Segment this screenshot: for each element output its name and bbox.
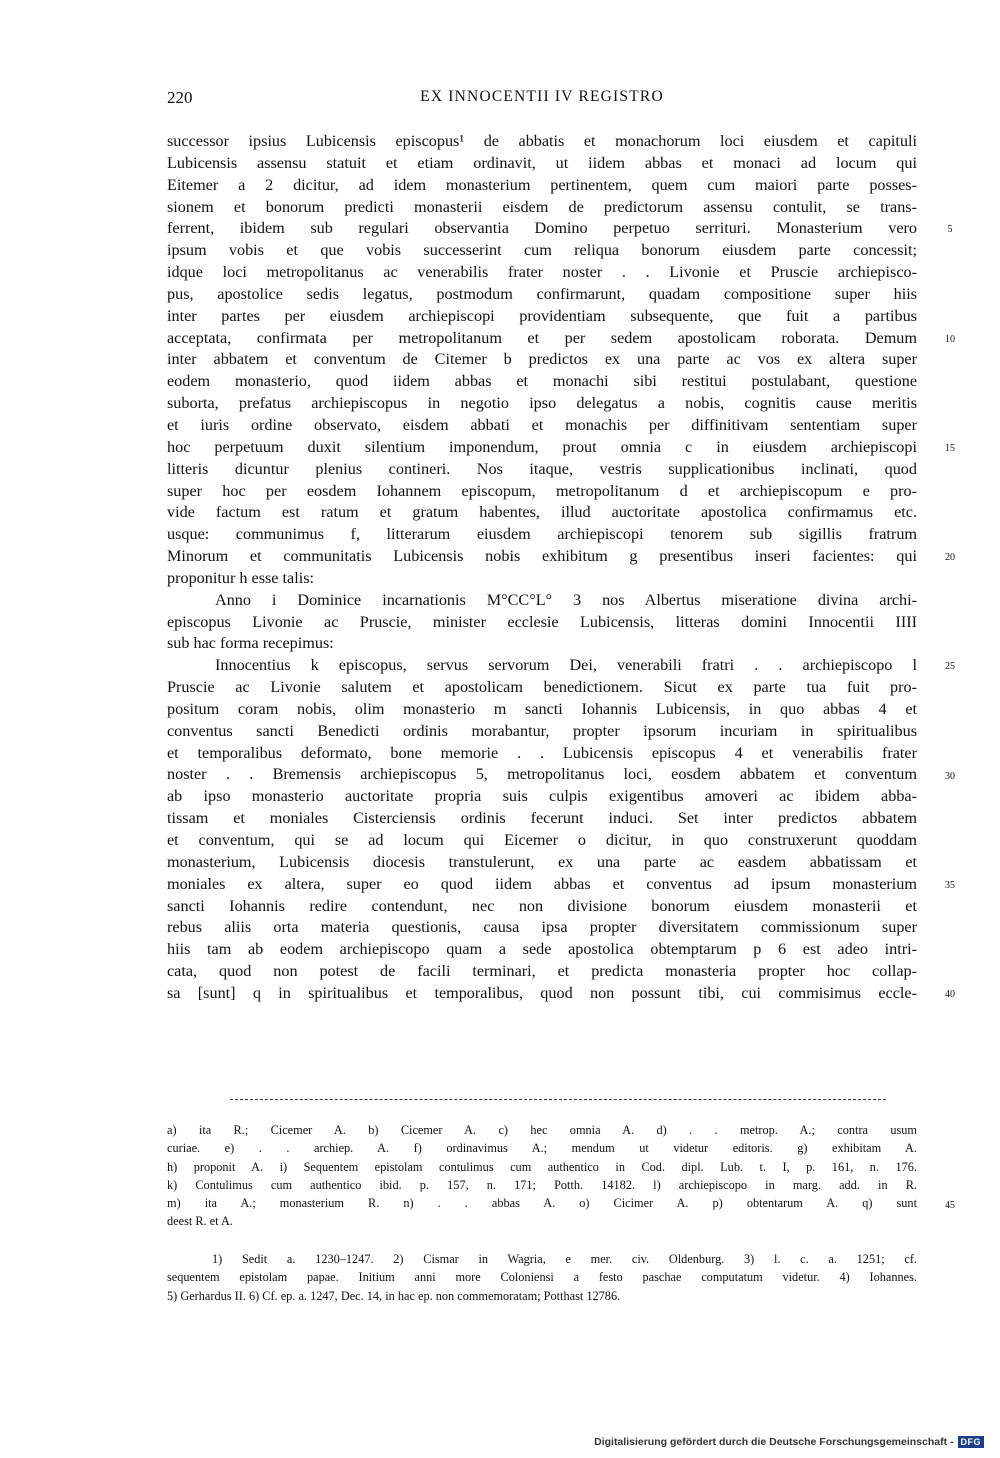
text-line: Prusсie ac Livonie salutem et apostolicam benedictionem. Sicut ex parte tua fuit pro- <box>167 678 917 697</box>
text-line: successor ipsius Lubicensis episcopus¹ de abbatis et monachorum loci eiusdem et capituli <box>167 132 917 150</box>
text-line: noster . . Bremensis archiepiscopus 5, metropolitanus loci, eosdem abbatem et conventum <box>167 765 917 784</box>
margin-line-number: 5 <box>947 224 953 236</box>
margin-line-number: 25 <box>945 661 955 673</box>
digitization-credit <box>594 1436 984 1448</box>
apparatus-separator <box>230 1099 886 1100</box>
text-line: positum coram nobis, olim monasterio m sancti Iohannis Lubicensis, in quo abbas 4 et <box>167 699 917 718</box>
text-line: inter partes per eiusdem archiepiscopi providentiam subsequente, que fuit a partibus <box>167 306 917 325</box>
text-line: episcopus Livonie ac Prusсie, minister ecclesie Lubicensis, litteras domini Innocentii IIII <box>167 612 917 631</box>
text-line: monasterium, Lubicensis diocesis transtulerunt, ex una parte ac easdem abbatissam et <box>167 852 917 871</box>
footnotes <box>167 1250 917 1305</box>
text-line: Innocentius k episcopus, servus servorum Dei, venerabili fratri . . archiepiscopo l <box>215 656 917 675</box>
apparatus-line: deest R. et A. <box>167 1214 233 1229</box>
text-line: proponitur h esse talis: <box>167 568 315 587</box>
text-line: cata, quod non potest de facili terminari, et predicta monasteria propter hoc collap- <box>167 962 917 981</box>
text-line: hiis tam ab eodem archiepiscopo quam a sede apostolica obtemptarum p 6 est adeo intri- <box>167 940 917 959</box>
text-line: super hoc per eosdem Iohannem episcopum, metropolitanum d et archiepiscopum e pro- <box>167 481 917 500</box>
text-line: litteris dicuntur plenius contineri. Nos itaque, vestris supplicationibus inclinati, quod <box>167 459 917 478</box>
text-line: inter abbatem et conventum de Citemer b predictos ex una parte ac vos ex altera super <box>167 350 917 369</box>
apparatus-line: m) ita A.; monasterium R. n) . . abbas A. o) Cicimer A. p) obtentarum A. q) sunt <box>167 1196 917 1211</box>
text-line: sub hac forma recepimus: <box>167 634 334 653</box>
text-line: Anno i Dominice incarnationis M°CC°L° 3 nos Albertus miseratione divina archi- <box>215 590 917 609</box>
text-line: moniales ex altera, super eo quod iidem abbas et conventus ad ipsum monasterium <box>167 874 917 893</box>
text-line: sa [sunt] q in spiritualibus et temporalibus, quod non possunt tibi, cui commisimus eccle- <box>167 983 917 1002</box>
margin-line-number: 10 <box>945 333 955 345</box>
text-line: acceptata, confirmata per metropolitanum et per sedem apostolicam roborata. Demum <box>167 328 917 347</box>
text-line: ferrent, ibidem sub regulari observantia Domino perpetuo serrituri. Monasterium vero <box>167 219 917 238</box>
apparatus-line: h) proponit A. i) Sequentem epistolam contulimus cum authentico in Cod. dipl. Lub. t. I, p. 161, n. 176. <box>167 1159 917 1174</box>
text-line: et conventum, qui se ad locum qui Eicemer o dicitur, in quo construxerunt quoddam <box>167 831 917 849</box>
footnote-line: 5) Gerhardus II. 6) Cf. ep. a. 1247, Dec. 14, in hac ep. non commemoratam; Potthast 12786. <box>167 1288 621 1303</box>
margin-line-number: 45 <box>945 1200 955 1211</box>
margin-line-number: 30 <box>945 770 955 782</box>
text-line: hoc perpetuum duxit silentium imponendum, prout omnia c in eiusdem archiepiscopi <box>167 437 917 456</box>
text-line: conventus sancti Benedicti ordinis morabantur, propter ipsorum incuriam in spiritualibus <box>167 721 917 740</box>
text-line: sancti Iohannis redire contendunt, nec non divisione bonorum eiusdem monasterii et <box>167 896 917 915</box>
text-line: rebus aliis orta materia questionis, causa ipsa propter diversitatem commissionum super <box>167 918 917 937</box>
text-line: et iuris ordine observato, eisdem abbati et monachis per diffinitivam sententiam super <box>167 415 917 434</box>
apparatus-line: a) ita R.; Cicemer A. b) Cicemer A. c) hec omnia A. d) . . metrop. A.; contra usum <box>167 1123 917 1137</box>
page-number: 220 <box>167 88 193 107</box>
body-text <box>167 131 917 1005</box>
text-line: et temporalibus deformato, bone memorie . . Lubicensis episcopus 4 et venerabilis frater <box>167 743 917 762</box>
text-line: tissam et moniales Cisterciensis ordinis fecerunt induci. Set inter predictos abbatem <box>167 809 917 828</box>
text-line: idque loci metropolitanus ac venerabilis frater noster . . Livonie et Prusсie archiepisco- <box>167 263 917 282</box>
margin-line-number: 20 <box>945 552 955 564</box>
text-line: sionem et bonorum predicti monasterii eisdem de predictorum assensu contulit, se trans- <box>167 197 917 216</box>
running-title: EX INNOCENTII IV REGISTRO <box>420 88 664 105</box>
credit-text: Digitalisierung gefördert durch die Deutsche Forschungsgemeinschaft - <box>594 1436 954 1448</box>
text-line: Minorum et communitatis Lubicensis nobis exhibitum g presentibus inseri facientes: qui <box>167 547 917 566</box>
margin-line-number: 35 <box>945 879 955 891</box>
apparatus-line: k) Contulimus cum authentico ibid. p. 157, n. 171; Potth. 14182. l) archiepiscopo in marg. add. in R. <box>167 1177 917 1192</box>
page-header <box>167 88 917 114</box>
margin-line-number: 15 <box>945 442 955 454</box>
text-line: ipsum vobis et que vobis successerint cum reliqua bonorum eiusdem parte concessit; <box>167 241 917 260</box>
margin-line-number: 40 <box>945 989 955 1001</box>
text-line: usque: communimus f, litterarum eiusdem archiepiscopi tenorem sub sigillis fratrum <box>167 525 917 544</box>
text-line: eodem monasterio, quod iidem abbas et monachi sibi restitui postulabant, questione <box>167 372 917 391</box>
text-line: suborta, prefatus archiepiscopus in negotio ipso delegatus a nobis, cognitis cause meritis <box>167 394 917 413</box>
critical-apparatus <box>167 1121 917 1231</box>
text-line: ab ipso monasterio auctoritate propria suis culpis exigentibus amoveri ac ibidem abba- <box>167 787 917 806</box>
text-line: pus, apostolice sedis legatus, postmodum confirmarunt, quadam compositione super hiis <box>167 284 917 303</box>
footnote-line: 1) Sedit a. 1230–1247. 2) Cismar in Wagria, e mer. civ. Oldenburg. 3) l. c. a. 1251; cf. <box>212 1252 917 1266</box>
apparatus-line: curiae. e) . . archiep. A. f) ordinavimus A.; mendum ut videtur editoris. g) exhibitam A. <box>167 1141 917 1156</box>
dfg-logo: DFG <box>958 1436 985 1448</box>
text-line: Lubicensis assensu statuit et etiam ordinavit, ut iidem abbas et monaci ad locum qui <box>167 153 917 172</box>
footnote-line: sequentem epistolam papae. Initium anni more Coloniensi a festo paschae computatum videtur. 4) Iohannes. <box>167 1270 917 1285</box>
text-line: Eitemer a 2 dicitur, ad idem monasterium pertinentem, quem cum maiori parte posses- <box>167 175 917 194</box>
text-line: vide factum est ratum et gratum habentes, illud auctoritate apostolica confirmamus etc. <box>167 503 917 522</box>
